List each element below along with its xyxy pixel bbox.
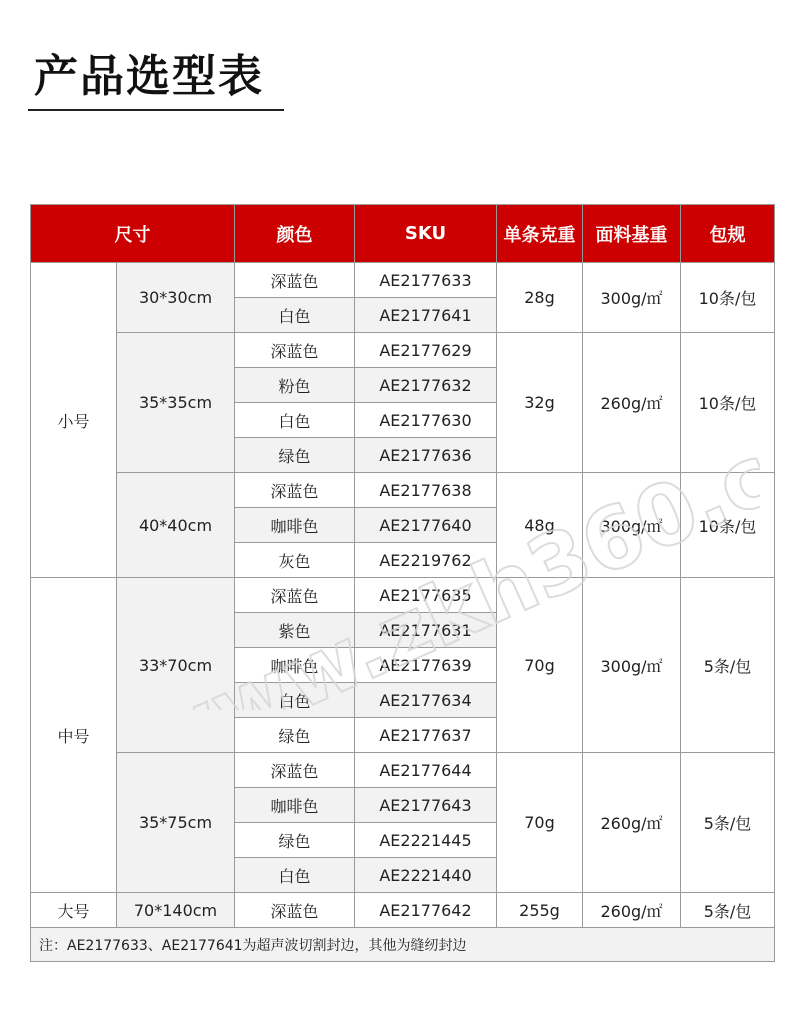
sku-cell: AE2221440 xyxy=(355,858,497,893)
table-row xyxy=(31,893,775,928)
page-title: 产品选型表 xyxy=(34,51,264,102)
sku-cell: AE2177639 xyxy=(355,648,497,683)
weight-cell: 48g xyxy=(497,473,583,578)
color-cell: 咖啡色 xyxy=(235,648,355,683)
dimension-cell: 70*140cm xyxy=(117,893,235,928)
weight-cell: 70g xyxy=(497,578,583,753)
table-body xyxy=(31,263,775,928)
sku-cell: AE2177641 xyxy=(355,298,497,333)
sku-cell: AE2177634 xyxy=(355,683,497,718)
weight-cell: 28g xyxy=(497,263,583,333)
header-weight: 单条克重 xyxy=(497,205,583,263)
sku-cell: AE2177644 xyxy=(355,753,497,788)
basis-weight-cell: 260g/㎡ xyxy=(583,753,681,893)
pack-cell: 5条/包 xyxy=(681,578,775,753)
size-category-cell: 小号 xyxy=(31,263,117,578)
color-cell: 白色 xyxy=(235,403,355,438)
basis-weight-cell: 300g/㎡ xyxy=(583,473,681,578)
sku-cell: AE2177632 xyxy=(355,368,497,403)
sku-cell: AE2177629 xyxy=(355,333,497,368)
color-cell: 深蓝色 xyxy=(235,263,355,298)
dimension-cell: 35*35cm xyxy=(117,333,235,473)
basis-weight-cell: 300g/㎡ xyxy=(583,263,681,333)
size-category-cell: 大号 xyxy=(31,893,117,928)
sku-cell: AE2221445 xyxy=(355,823,497,858)
color-cell: 深蓝色 xyxy=(235,473,355,508)
sku-cell: AE2177635 xyxy=(355,578,497,613)
color-cell: 白色 xyxy=(235,858,355,893)
title-divider xyxy=(28,109,284,111)
weight-cell: 255g xyxy=(497,893,583,928)
color-cell: 绿色 xyxy=(235,718,355,753)
table-note-row xyxy=(31,928,775,962)
dimension-cell: 40*40cm xyxy=(117,473,235,578)
sku-cell: AE2177633 xyxy=(355,263,497,298)
color-cell: 绿色 xyxy=(235,823,355,858)
sku-cell: AE2177636 xyxy=(355,438,497,473)
color-cell: 白色 xyxy=(235,683,355,718)
color-cell: 紫色 xyxy=(235,613,355,648)
color-cell: 深蓝色 xyxy=(235,333,355,368)
table-row xyxy=(31,333,775,368)
pack-cell: 5条/包 xyxy=(681,893,775,928)
color-cell: 绿色 xyxy=(235,438,355,473)
dimension-cell: 35*75cm xyxy=(117,753,235,893)
sku-cell: AE2177643 xyxy=(355,788,497,823)
color-cell: 咖啡色 xyxy=(235,788,355,823)
sku-cell: AE2177637 xyxy=(355,718,497,753)
color-cell: 灰色 xyxy=(235,543,355,578)
color-cell: 深蓝色 xyxy=(235,893,355,928)
sku-cell: AE2177631 xyxy=(355,613,497,648)
dimension-cell: 30*30cm xyxy=(117,263,235,333)
color-cell: 深蓝色 xyxy=(235,578,355,613)
sku-cell: AE2177638 xyxy=(355,473,497,508)
header-sku: SKU xyxy=(355,205,497,263)
product-selection-table-container xyxy=(30,204,774,962)
color-cell: 咖啡色 xyxy=(235,508,355,543)
color-cell: 深蓝色 xyxy=(235,753,355,788)
table-note: 注：AE2177633、AE2177641为超声波切割封边，其他为缝纫封边 xyxy=(31,928,775,962)
basis-weight-cell: 300g/㎡ xyxy=(583,578,681,753)
pack-cell: 5条/包 xyxy=(681,753,775,893)
basis-weight-cell: 260g/㎡ xyxy=(583,333,681,473)
table-header-row xyxy=(31,205,775,263)
weight-cell: 70g xyxy=(497,753,583,893)
header-pack: 包规 xyxy=(681,205,775,263)
color-cell: 白色 xyxy=(235,298,355,333)
table-row xyxy=(31,753,775,788)
header-size: 尺寸 xyxy=(31,205,235,263)
header-basis-weight: 面料基重 xyxy=(583,205,681,263)
sku-cell: AE2219762 xyxy=(355,543,497,578)
table-row xyxy=(31,263,775,298)
pack-cell: 10条/包 xyxy=(681,263,775,333)
dimension-cell: 33*70cm xyxy=(117,578,235,753)
header-color: 颜色 xyxy=(235,205,355,263)
pack-cell: 10条/包 xyxy=(681,333,775,473)
sku-cell: AE2177640 xyxy=(355,508,497,543)
table-row xyxy=(31,578,775,613)
basis-weight-cell: 260g/㎡ xyxy=(583,893,681,928)
sku-cell: AE2177630 xyxy=(355,403,497,438)
color-cell: 粉色 xyxy=(235,368,355,403)
weight-cell: 32g xyxy=(497,333,583,473)
pack-cell: 10条/包 xyxy=(681,473,775,578)
table-row xyxy=(31,473,775,508)
sku-cell: AE2177642 xyxy=(355,893,497,928)
size-category-cell: 中号 xyxy=(31,578,117,893)
product-selection-table xyxy=(30,204,775,962)
